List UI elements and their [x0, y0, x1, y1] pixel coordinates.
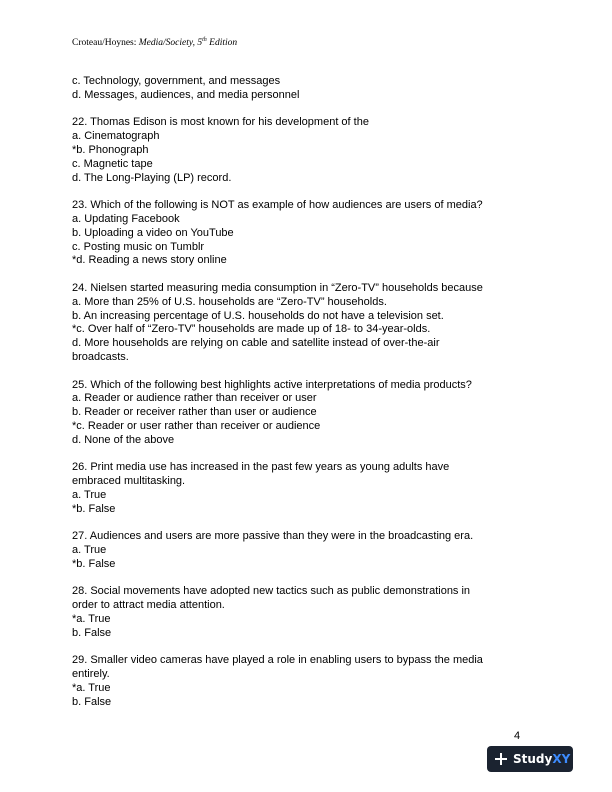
- question-line: b. An increasing percentage of U.S. households do not have a television set.: [72, 309, 444, 322]
- question-block: [72, 530, 542, 571]
- question-list: [72, 75, 542, 723]
- question-block: [72, 379, 542, 448]
- question-line: entirely.: [72, 668, 110, 681]
- plus-icon: [495, 753, 507, 765]
- question-line: 26. Print media use has increased in the past few years as young adults have: [72, 461, 450, 474]
- question-line: d. More households are relying on cable and satellite instead of over-the-air: [72, 337, 440, 350]
- question-line: *b. Phonograph: [72, 143, 149, 156]
- question-line: b. Reader or receiver rather than user or audience: [72, 406, 317, 419]
- question-line: broadcasts.: [72, 350, 129, 363]
- logo-xy: XY: [552, 752, 571, 766]
- question-line: d. The Long-Playing (LP) record.: [72, 171, 232, 184]
- question-block: [72, 282, 542, 365]
- question-line: order to attract media attention.: [72, 599, 225, 612]
- question-line: c. Magnetic tape: [72, 157, 153, 170]
- question-line: *a. True: [72, 613, 111, 626]
- question-line: 25. Which of the following best highlights active interpretations of media products?: [72, 378, 472, 391]
- question-line: *d. Reading a news story online: [72, 254, 227, 267]
- question-line: c. Technology, government, and messages: [72, 75, 281, 87]
- question-line: 23. Which of the following is NOT as example of how audiences are users of media?: [72, 199, 483, 212]
- question-line: *c. Over half of “Zero-TV” households are made up of 18- to 34-year-olds.: [72, 323, 431, 336]
- header-edition-sup: th: [202, 37, 207, 43]
- question-block: [72, 116, 542, 185]
- question-line: 27. Audiences and users are more passive than they were in the broadcasting era.: [72, 530, 474, 543]
- question-line: embraced multitasking.: [72, 475, 186, 488]
- question-line: b. False: [72, 695, 112, 708]
- question-line: 24. Nielsen started measuring media consumption in “Zero-TV” households because: [72, 281, 483, 294]
- question-line: *b. False: [72, 502, 116, 515]
- question-line: b. Uploading a video on YouTube: [72, 226, 234, 239]
- question-line: a. Updating Facebook: [72, 212, 180, 225]
- question-line: a. True: [72, 488, 107, 501]
- question-line: *b. False: [72, 557, 116, 570]
- running-header: [72, 37, 237, 48]
- question-line: c. Posting music on Tumblr: [72, 240, 205, 253]
- question-block: [72, 461, 542, 516]
- logo-study: Study: [513, 752, 553, 766]
- header-title: Media/Society, 5: [138, 38, 203, 49]
- question-line: d. Messages, audiences, and media personnel: [72, 88, 300, 101]
- question-line: a. Reader or audience rather than receiver or user: [72, 392, 317, 405]
- question-block: [72, 654, 542, 709]
- question-line: d. None of the above: [72, 433, 175, 446]
- question-line: 22. Thomas Edison is most known for his development of the: [72, 116, 369, 129]
- header-authors: Croteau/Hoynes:: [72, 38, 139, 49]
- question-block: [72, 199, 542, 268]
- studyxy-logo: [487, 746, 573, 772]
- question-line: a. Cinematograph: [72, 130, 160, 143]
- question-line: *a. True: [72, 682, 111, 695]
- page-number: 4: [514, 730, 521, 742]
- question-line: *c. Reader or user rather than receiver or audience: [72, 419, 321, 432]
- question-block: [72, 585, 542, 640]
- question-line: a. True: [72, 544, 107, 557]
- question-line: 28. Social movements have adopted new tactics such as public demonstrations in: [72, 585, 471, 598]
- question-line: a. More than 25% of U.S. households are “Zero-TV” households.: [72, 295, 387, 308]
- question-line: b. False: [72, 626, 112, 639]
- question-line: 29. Smaller video cameras have played a role in enabling users to bypass the media: [72, 654, 483, 667]
- header-edition-tail: Edition: [206, 38, 238, 49]
- question-block: [72, 75, 542, 103]
